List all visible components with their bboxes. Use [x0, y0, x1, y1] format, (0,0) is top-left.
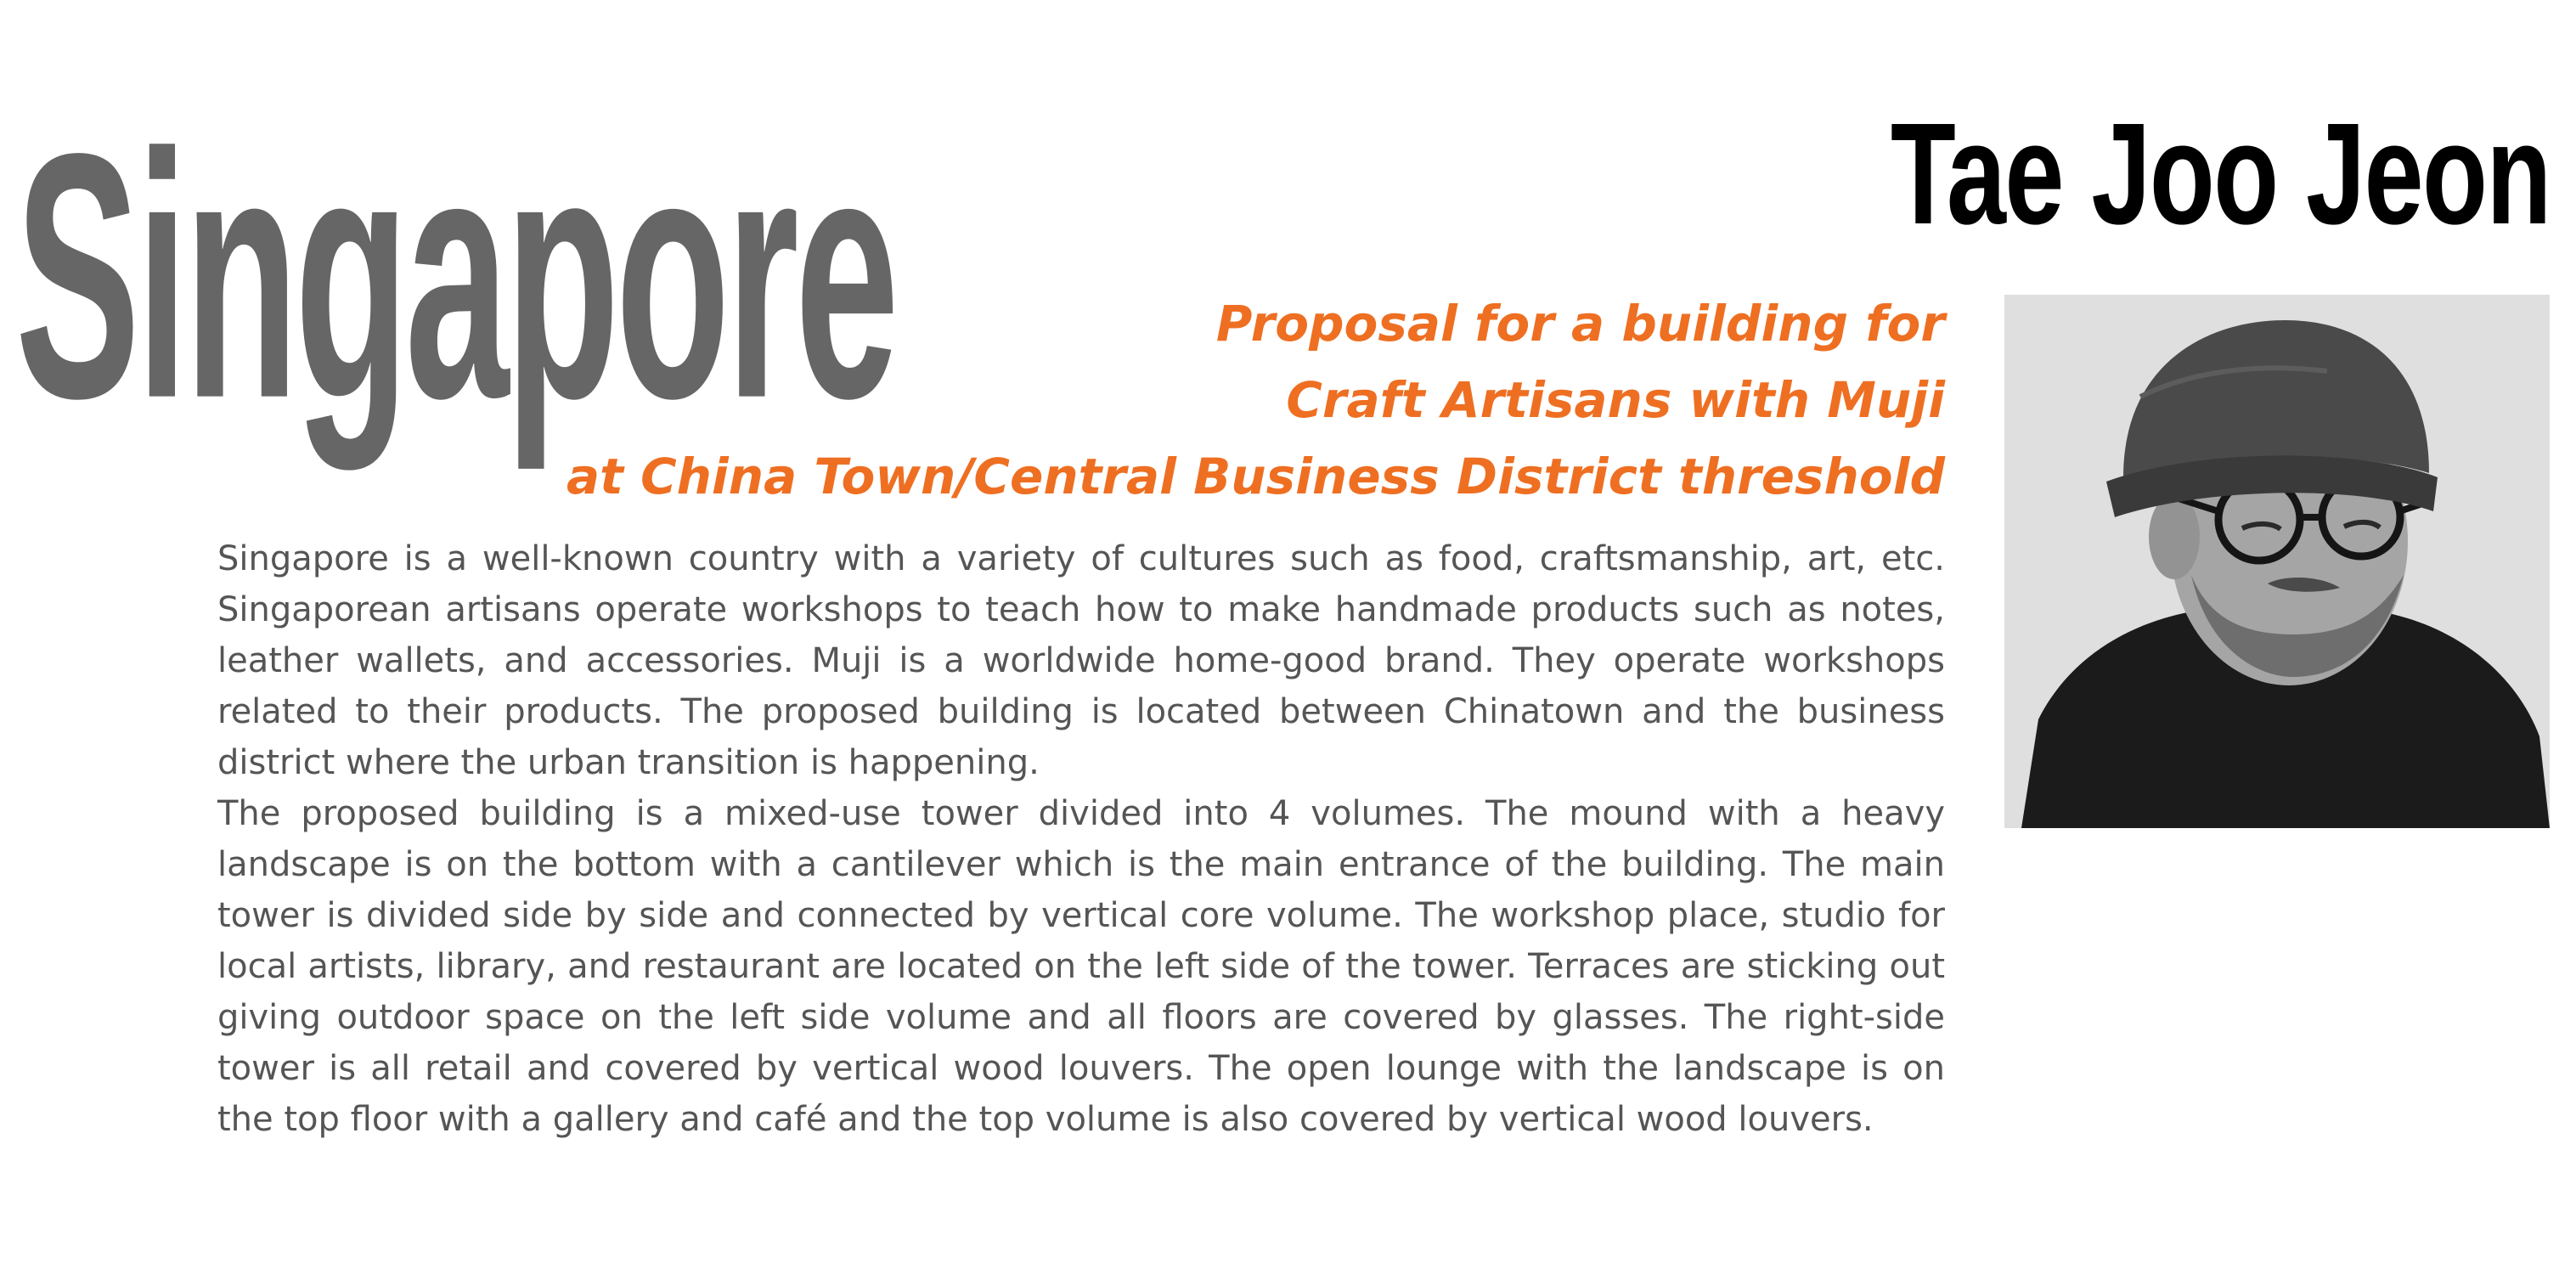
city-title: Singapore [15, 81, 895, 471]
description-paragraph-1: Singapore is a well-known country with a variety of cultures such as food, craftsmanship, art, etc. Singaporean artisans operate workshops to teach how to make handmade products such as notes, leather wallets, and accessories. Muji is a worldwide home-good brand. They operate workshops related to their products. The proposed building is located between Chinatown and the business district where the urban transition is happening. [217, 539, 1945, 782]
project-subtitle [566, 285, 1945, 515]
description-paragraph-2: The proposed building is a mixed-use tower divided into 4 volumes. The mound with a heavy landscape is on the bottom with a cantilever which is the main entrance of the building. The main tower is divided side by side and connected by vertical core volume. The workshop place, studio for local artists, library, and restaurant are located on the left side of the tower. Terraces are sticking out giving outdoor space on the left side volume and all floors are covered by glasses. The right-side tower is all retail and covered by vertical wood louvers. The open lounge with the landscape is on the top floor with a gallery and café and the top volume is also covered by vertical wood louvers. [217, 794, 1945, 1139]
project-description [217, 533, 1945, 1145]
subtitle-line-1: Proposal for a building for [1215, 295, 1945, 352]
author-name: Tae Joo Jeon [1891, 93, 2551, 255]
subtitle-line-3: at China Town/Central Business District threshold [566, 448, 1945, 505]
author-portrait [2004, 295, 2550, 828]
subtitle-line-2: Craft Artisans with Muji [1286, 371, 1945, 429]
portrait-image [2004, 295, 2550, 828]
